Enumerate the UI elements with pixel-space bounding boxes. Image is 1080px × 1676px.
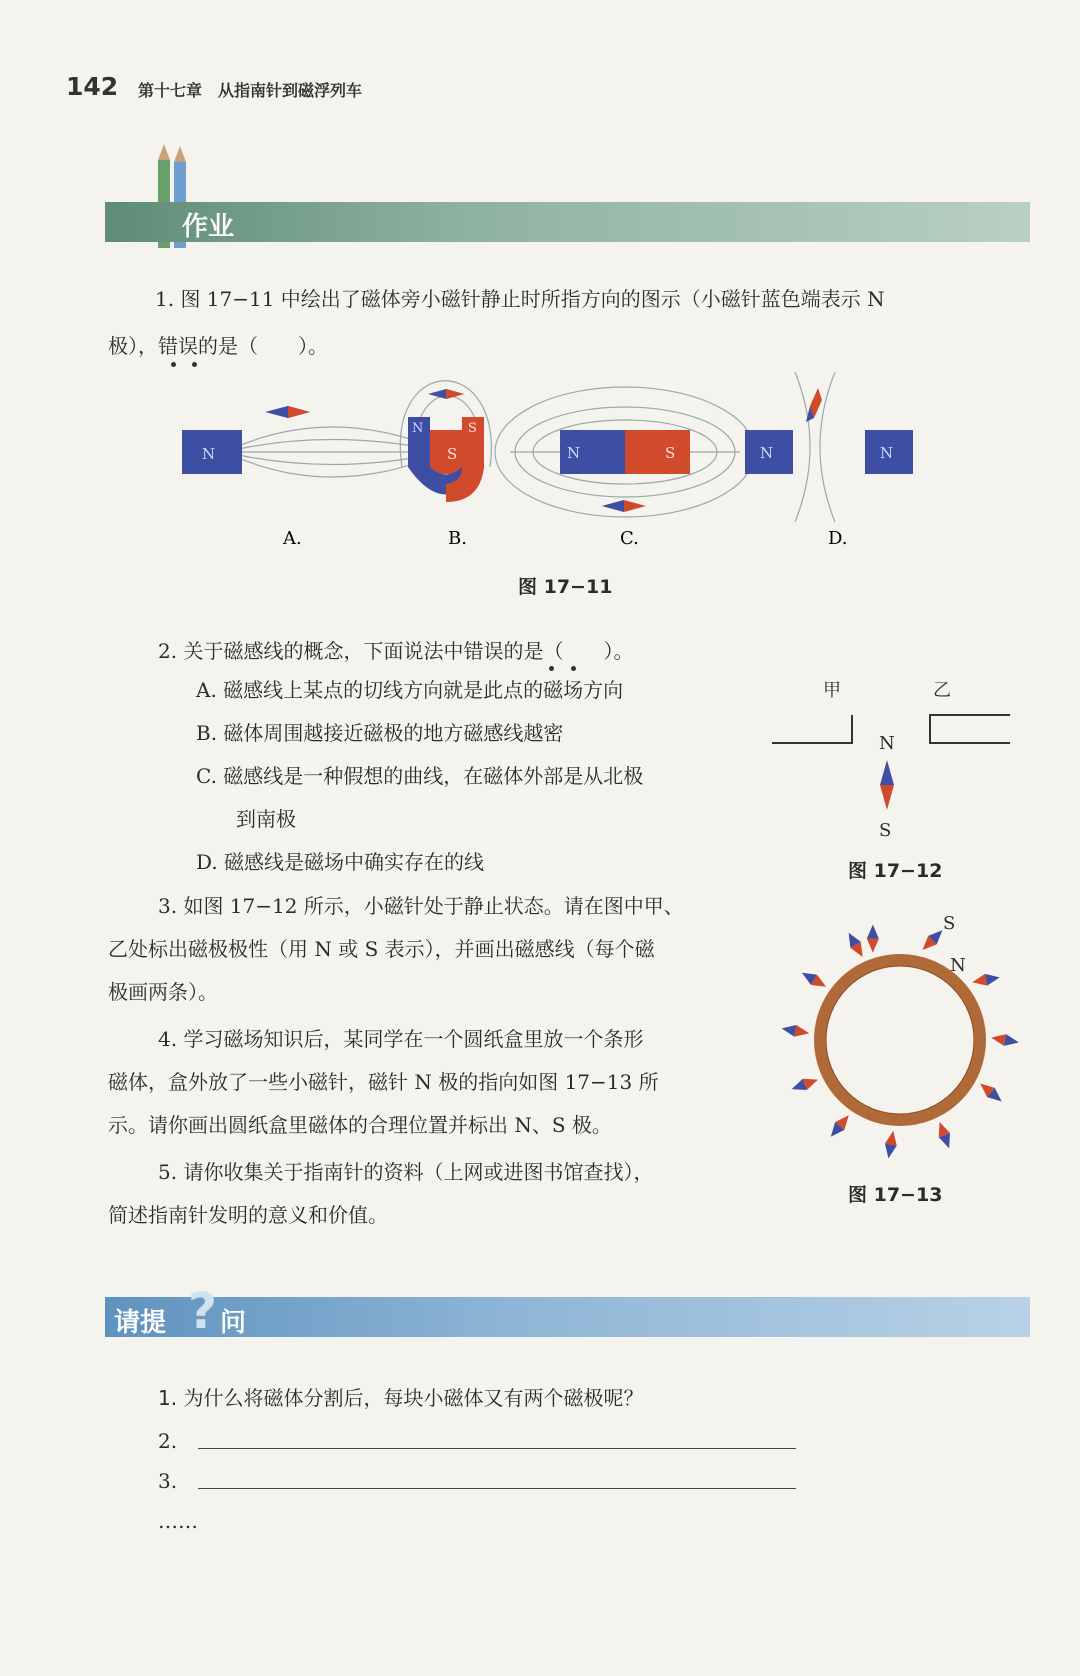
- question-4-line-3: 示。请你画出圆纸盒里磁体的合理位置并标出 N、S 极。: [108, 1113, 612, 1137]
- homework-title: 作业: [182, 212, 235, 242]
- question-4-line-1: 4. 学习磁场知识后，某同学在一个圆纸盒里放一个条形: [158, 1027, 644, 1051]
- emphasis-dot: [192, 362, 197, 367]
- compass-needle-0: [867, 925, 879, 953]
- answer-line-3[interactable]: [198, 1488, 796, 1489]
- svg-text:S: S: [468, 421, 477, 436]
- question-5-line-1: 5. 请你收集关于指南针的资料（上网或进图书馆查找），: [158, 1160, 654, 1184]
- compass-needle-4: [976, 1079, 1005, 1106]
- paper-box-ring: [820, 960, 980, 1120]
- question-3-line-2: 乙处标出磁极极性（用 N 或 S 表示），并画出磁感线（每个磁: [108, 937, 655, 961]
- homework-banner: [105, 202, 1030, 242]
- q2-option-d: D. 磁感线是磁场中确实存在的线: [196, 850, 485, 874]
- figure-17-13-caption: 图 17−13: [848, 1184, 943, 1206]
- figure-17-12: [770, 705, 1015, 845]
- ask-more: ……: [158, 1509, 198, 1533]
- question-5-line-2: 简述指南针发明的意义和价值。: [108, 1203, 388, 1227]
- question-mark-icon: ?: [188, 1282, 218, 1340]
- question-3-line-1: 3. 如图 17−12 所示，小磁针处于静止状态。请在图中甲、: [158, 894, 684, 918]
- compass-needle-9: [781, 1023, 811, 1040]
- compass-needle-3: [990, 1032, 1020, 1049]
- q2-option-b: B. 磁体周围越接近磁极的地方磁感线越密: [196, 721, 564, 745]
- ask-item-1: 1. 为什么将磁体分割后，每块小磁体又有两个磁极呢？: [158, 1386, 644, 1410]
- svg-text:N: N: [202, 445, 216, 463]
- question-1-line-1: 1. 图 17−11 中绘出了磁体旁小磁针静止时所指方向的图示（小磁针蓝色端表示 N: [155, 287, 885, 311]
- q2-option-c-line-1: C. 磁感线是一种假想的曲线，在磁体外部是从北极: [196, 764, 644, 788]
- label-a: A.: [283, 528, 302, 549]
- question-1-line-2: 极），错误的是（ ）。: [108, 334, 328, 358]
- compass-needle-8: [790, 1074, 820, 1095]
- figure-17-13: [780, 915, 1020, 1165]
- compass-needle-6: [883, 1130, 900, 1160]
- fig2-needle-s: S: [879, 820, 892, 841]
- label-c: C.: [620, 528, 639, 549]
- label-d: D.: [828, 528, 848, 549]
- question-3-line-3: 极画两条）。: [108, 980, 218, 1004]
- fig2-label-yi: 乙: [933, 680, 951, 701]
- svg-text:N: N: [412, 421, 424, 436]
- compass-needle-2: [971, 971, 1001, 988]
- compass-needle-5: [934, 1120, 955, 1150]
- emphasis-dot: [171, 362, 176, 367]
- question-4-line-2: 磁体，盒外放了一些小磁针，磁针 N 极的指向如图 17−13 所: [108, 1070, 659, 1094]
- question-2: 2. 关于磁感线的概念，下面说法中错误的是（ ）。: [158, 639, 634, 663]
- ask-title-part-2: 问: [220, 1308, 247, 1338]
- svg-text:N: N: [880, 444, 894, 462]
- chapter-title: 第十七章 从指南针到磁浮列车: [138, 81, 363, 100]
- fig2-label-jia: 甲: [823, 680, 841, 701]
- answer-line-2[interactable]: [198, 1448, 796, 1449]
- ask-title-part-1: 请提: [114, 1308, 167, 1338]
- figure-17-11: [170, 372, 1000, 552]
- label-b: B.: [448, 528, 467, 549]
- fig3-s-label: S: [943, 913, 956, 934]
- ask-item-2: 2.: [158, 1429, 178, 1453]
- svg-text:N: N: [760, 444, 774, 462]
- compass-needle-7: [826, 1111, 853, 1140]
- fig2-needle-n: N: [879, 733, 895, 754]
- svg-text:N: N: [567, 444, 581, 462]
- figure-17-11-caption: 图 17−11: [518, 576, 613, 598]
- svg-text:S: S: [665, 444, 676, 462]
- figure-17-12-caption: 图 17−12: [848, 860, 943, 882]
- q2-option-c-line-2: 到南极: [236, 807, 296, 831]
- svg-text:S: S: [447, 445, 458, 463]
- ask-item-3: 3.: [158, 1469, 178, 1493]
- compass-needle-11: [843, 930, 867, 960]
- compass-needle-10: [799, 968, 829, 992]
- fig3-n-label: N: [950, 955, 966, 976]
- page-number: 142: [66, 72, 119, 101]
- q2-option-a: A. 磁感线上某点的切线方向就是此点的磁场方向: [196, 678, 624, 702]
